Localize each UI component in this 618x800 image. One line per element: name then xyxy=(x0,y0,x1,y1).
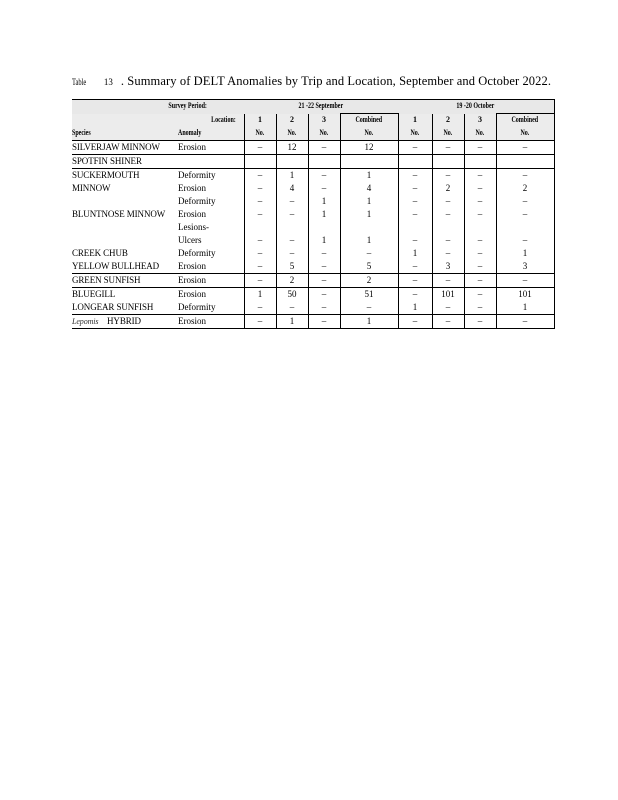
value-cell: – xyxy=(464,274,496,288)
value-cell: 1 xyxy=(340,169,398,183)
header-row-units xyxy=(72,127,554,141)
table-row xyxy=(72,221,554,234)
value-cell: – xyxy=(398,288,432,302)
value-cell: 50 xyxy=(276,288,308,302)
loc-oct-2: 2 xyxy=(446,114,450,124)
value-cell: 1 xyxy=(308,208,340,221)
anomaly-cell: Erosion xyxy=(178,315,244,329)
value-cell: – xyxy=(244,274,276,288)
value-cell: 2 xyxy=(340,274,398,288)
table-row xyxy=(72,169,554,183)
value-cell: 1 xyxy=(398,247,432,260)
value-cell: 1 xyxy=(340,315,398,329)
species-prefix: Lepomis xyxy=(72,317,99,326)
table-row xyxy=(72,288,554,302)
anomaly-cell: Erosion xyxy=(178,260,244,274)
value-cell: 1 xyxy=(276,315,308,329)
value-cell xyxy=(308,155,340,169)
unit-header: No. xyxy=(287,128,297,137)
value-cell: – xyxy=(308,247,340,260)
value-cell: 5 xyxy=(276,260,308,274)
value-cell: – xyxy=(464,315,496,329)
table-title-text: . Summary of DELT Anomalies by Trip and Location, September and October 2022. xyxy=(120,74,552,88)
value-cell: 4 xyxy=(276,182,308,195)
value-cell: – xyxy=(464,208,496,221)
table-row xyxy=(72,274,554,288)
value-cell: – xyxy=(398,315,432,329)
table-row xyxy=(72,234,554,247)
value-cell: – xyxy=(432,315,464,329)
value-cell: – xyxy=(398,182,432,195)
value-cell: 101 xyxy=(496,288,554,302)
value-cell: – xyxy=(464,247,496,260)
value-cell: – xyxy=(244,195,276,208)
value-cell: 2 xyxy=(276,274,308,288)
value-cell: – xyxy=(276,208,308,221)
loc-sept-3: 3 xyxy=(322,114,326,124)
value-cell: 5 xyxy=(340,260,398,274)
value-cell: – xyxy=(398,234,432,247)
anomaly-cell: Erosion xyxy=(178,289,206,299)
value-cell: – xyxy=(464,195,496,208)
value-cell: 1 xyxy=(398,301,432,315)
anomaly-cell: Deformity xyxy=(178,248,216,258)
anomaly-cell: Deformity xyxy=(178,196,216,206)
value-cell: – xyxy=(496,315,554,329)
value-cell: – xyxy=(244,315,276,329)
species-cell xyxy=(72,195,178,208)
value-cell xyxy=(244,221,276,234)
value-cell: 101 xyxy=(432,288,464,302)
value-cell: – xyxy=(496,169,554,183)
value-cell: – xyxy=(398,208,432,221)
value-cell: – xyxy=(244,169,276,183)
header-row-period xyxy=(72,100,554,114)
anomaly-cell xyxy=(178,155,244,169)
anomaly-cell: Erosion xyxy=(178,274,244,288)
value-cell: – xyxy=(308,182,340,195)
value-cell: – xyxy=(432,208,464,221)
table-title-number: 13 xyxy=(103,77,113,87)
unit-header: No. xyxy=(520,128,530,137)
delt-anomalies-table xyxy=(72,99,555,329)
species-cell: BLUNTNOSE MINNOW xyxy=(72,209,166,219)
value-cell: – xyxy=(244,234,276,247)
value-cell xyxy=(340,221,398,234)
anomaly-cell: Ulcers xyxy=(178,235,202,245)
species-cell xyxy=(72,315,178,329)
anomaly-cell: Erosion xyxy=(178,209,206,219)
table-row xyxy=(72,155,554,169)
value-cell: – xyxy=(308,274,340,288)
table-row xyxy=(72,301,554,315)
value-cell: 1 xyxy=(308,234,340,247)
value-cell: – xyxy=(244,260,276,274)
october-period-label: 19 -20 October xyxy=(456,101,495,110)
location-label: Location: xyxy=(210,114,236,124)
loc-oct-3: 3 xyxy=(478,114,482,124)
value-cell: 1 xyxy=(496,301,554,315)
unit-header: No. xyxy=(255,128,265,137)
table-row xyxy=(72,315,554,329)
value-cell: – xyxy=(276,247,308,260)
species-cell: GREEN SUNFISH xyxy=(72,274,178,288)
survey-period-label: Survey Period: xyxy=(168,101,208,110)
table-row xyxy=(72,195,554,208)
value-cell: – xyxy=(432,234,464,247)
value-cell: – xyxy=(464,288,496,302)
unit-header: No. xyxy=(475,128,485,137)
value-cell: 1 xyxy=(244,288,276,302)
value-cell: – xyxy=(308,315,340,329)
value-cell: – xyxy=(464,234,496,247)
value-cell xyxy=(308,221,340,234)
loc-oct-combined: Combined xyxy=(511,115,539,124)
anomaly-cell: Erosion xyxy=(178,183,206,193)
value-cell: – xyxy=(464,169,496,183)
value-cell: – xyxy=(496,274,554,288)
anomaly-cell: Deformity xyxy=(178,170,216,180)
value-cell: 1 xyxy=(340,208,398,221)
value-cell: – xyxy=(496,208,554,221)
value-cell xyxy=(398,221,432,234)
value-cell xyxy=(398,155,432,169)
value-cell xyxy=(464,221,496,234)
value-cell: – xyxy=(398,260,432,274)
value-cell: – xyxy=(398,195,432,208)
value-cell: – xyxy=(432,169,464,183)
species-col-header: Species xyxy=(72,128,91,137)
species-cell: LONGEAR SUNFISH xyxy=(72,301,178,315)
value-cell: – xyxy=(464,182,496,195)
species-cell: BLUEGILL xyxy=(72,289,116,299)
value-cell: – xyxy=(398,274,432,288)
value-cell: – xyxy=(496,141,554,155)
unit-header: No. xyxy=(443,128,453,137)
value-cell: 3 xyxy=(496,260,554,274)
table-row xyxy=(72,208,554,221)
value-cell: – xyxy=(308,301,340,315)
anomaly-col-header: Anomaly xyxy=(178,128,202,137)
species-cell: SILVERJAW MINNOW xyxy=(72,141,178,155)
value-cell: – xyxy=(244,182,276,195)
value-cell: – xyxy=(244,301,276,315)
value-cell: 4 xyxy=(340,182,398,195)
value-cell xyxy=(244,155,276,169)
value-cell: – xyxy=(432,195,464,208)
species-cell xyxy=(72,221,178,234)
value-cell: – xyxy=(398,141,432,155)
value-cell: – xyxy=(276,195,308,208)
loc-oct-1: 1 xyxy=(413,114,417,124)
value-cell: – xyxy=(308,260,340,274)
value-cell: 51 xyxy=(340,288,398,302)
table-row xyxy=(72,141,554,155)
value-cell: 12 xyxy=(276,141,308,155)
table-row xyxy=(72,260,554,274)
species-cell: YELLOW BULLHEAD xyxy=(72,260,178,274)
value-cell: – xyxy=(464,260,496,274)
loc-sept-1: 1 xyxy=(258,114,262,124)
value-cell: 1 xyxy=(340,234,398,247)
table-row xyxy=(72,182,554,195)
value-cell: – xyxy=(244,247,276,260)
species-cell xyxy=(72,234,178,247)
unit-header: No. xyxy=(364,128,374,137)
value-cell: – xyxy=(432,247,464,260)
value-cell xyxy=(276,221,308,234)
value-cell: 1 xyxy=(276,169,308,183)
anomaly-cell: Lesions- xyxy=(178,222,209,232)
species-cell: SUCKERMOUTH xyxy=(72,170,140,180)
unit-header: No. xyxy=(319,128,329,137)
value-cell: – xyxy=(464,301,496,315)
value-cell: – xyxy=(244,141,276,155)
value-cell: – xyxy=(308,141,340,155)
value-cell: – xyxy=(464,141,496,155)
value-cell: – xyxy=(308,169,340,183)
value-cell xyxy=(276,155,308,169)
value-cell: 1 xyxy=(340,195,398,208)
september-period-label: 21 -22 September xyxy=(298,101,344,110)
value-cell xyxy=(496,155,554,169)
value-cell: 1 xyxy=(308,195,340,208)
species-cell: CREEK CHUB xyxy=(72,248,128,258)
loc-sept-2: 2 xyxy=(290,114,294,124)
table-title xyxy=(72,72,551,90)
value-cell: 2 xyxy=(432,182,464,195)
species-cell: SPOTFIN SHINER xyxy=(72,155,178,169)
value-cell: – xyxy=(340,301,398,315)
value-cell: – xyxy=(432,301,464,315)
value-cell xyxy=(340,155,398,169)
value-cell: 1 xyxy=(496,247,554,260)
value-cell: 2 xyxy=(496,182,554,195)
header-row-location xyxy=(72,114,554,128)
table-row xyxy=(72,247,554,260)
value-cell xyxy=(464,155,496,169)
species-name: HYBRID xyxy=(107,316,141,326)
value-cell: 3 xyxy=(432,260,464,274)
value-cell xyxy=(432,221,464,234)
value-cell: – xyxy=(276,234,308,247)
value-cell: – xyxy=(276,301,308,315)
value-cell: – xyxy=(308,288,340,302)
value-cell: – xyxy=(398,169,432,183)
table-title-label: Table xyxy=(72,77,87,87)
value-cell: – xyxy=(340,247,398,260)
unit-header: No. xyxy=(410,128,420,137)
value-cell xyxy=(432,155,464,169)
loc-sept-combined: Combined xyxy=(355,115,383,124)
species-cell: MINNOW xyxy=(72,183,111,193)
value-cell: – xyxy=(244,208,276,221)
value-cell: – xyxy=(496,195,554,208)
anomaly-cell: Erosion xyxy=(178,141,244,155)
value-cell: – xyxy=(432,274,464,288)
value-cell: – xyxy=(496,234,554,247)
value-cell: 12 xyxy=(340,141,398,155)
value-cell: – xyxy=(432,141,464,155)
value-cell xyxy=(496,221,554,234)
anomaly-cell: Deformity xyxy=(178,301,244,315)
